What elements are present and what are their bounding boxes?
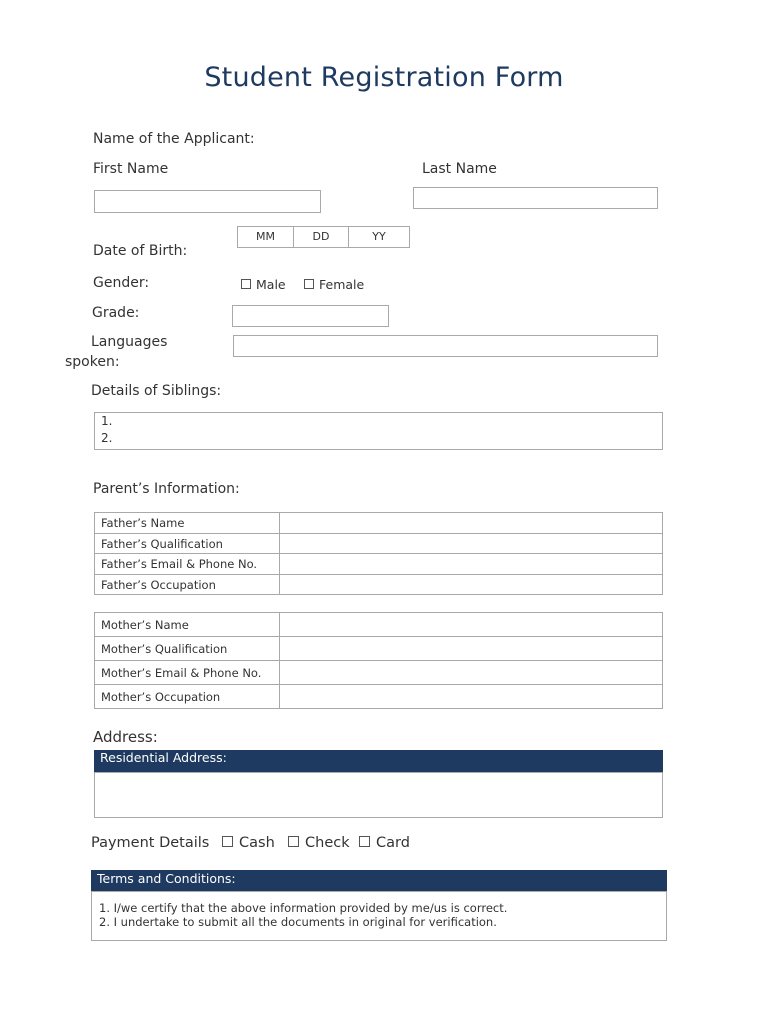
first-name-input[interactable] <box>94 190 321 213</box>
dob-label: Date of Birth: <box>93 243 188 259</box>
table-row <box>95 613 663 637</box>
father-name-input[interactable] <box>280 513 663 534</box>
payment-card-label: Card <box>376 835 410 851</box>
dob-month-input[interactable]: MM <box>237 226 294 248</box>
terms-list <box>99 901 507 929</box>
applicant-heading: Name of the Applicant: <box>93 131 255 147</box>
table-row <box>95 513 663 534</box>
gender-label: Gender: <box>93 275 150 291</box>
mother-occupation-label: Mother’s Occupation <box>95 685 280 709</box>
gender-male-checkbox[interactable] <box>241 277 286 292</box>
terms-item: 2. I undertake to submit all the documents in original for verification. <box>99 915 497 929</box>
payment-label: Payment Details <box>91 835 210 851</box>
mother-table <box>94 612 663 709</box>
father-qualification-input[interactable] <box>280 534 663 554</box>
table-row <box>95 554 663 575</box>
checkbox-icon <box>288 836 299 847</box>
father-occupation-input[interactable] <box>280 575 663 595</box>
siblings-box[interactable] <box>94 412 663 450</box>
mother-qualification-input[interactable] <box>280 637 663 661</box>
table-row <box>95 661 663 685</box>
gender-male-label: Male <box>256 277 286 292</box>
dob-year-input[interactable]: YY <box>348 226 410 248</box>
dob-day-input[interactable]: DD <box>293 226 349 248</box>
father-email-phone-label: Father’s Email & Phone No. <box>95 554 280 575</box>
siblings-label: Details of Siblings: <box>91 383 222 399</box>
table-row <box>95 575 663 595</box>
parents-heading: Parent’s Information: <box>93 481 240 497</box>
sibling-item: 2. <box>101 431 113 445</box>
languages-label-line1: Languages <box>91 334 168 350</box>
checkbox-icon <box>359 836 370 847</box>
table-row <box>95 637 663 661</box>
last-name-input[interactable] <box>413 187 658 209</box>
terms-item: 1. I/we certify that the above information provided by me/us is correct. <box>99 901 508 915</box>
payment-cash-checkbox[interactable] <box>222 835 275 851</box>
gender-female-label: Female <box>319 277 365 292</box>
checkbox-icon <box>222 836 233 847</box>
residential-address-band: Residential Address: <box>94 750 663 773</box>
last-name-label: Last Name <box>422 161 497 177</box>
grade-input[interactable] <box>232 305 389 327</box>
mother-occupation-input[interactable] <box>280 685 663 709</box>
first-name-label: First Name <box>93 161 169 177</box>
payment-cash-label: Cash <box>239 835 275 851</box>
gender-female-checkbox[interactable] <box>304 277 364 292</box>
checkbox-icon <box>304 279 314 289</box>
father-name-label: Father’s Name <box>95 513 280 534</box>
father-table <box>94 512 663 595</box>
mother-qualification-label: Mother’s Qualification <box>95 637 280 661</box>
sibling-item: 1. <box>101 414 113 428</box>
languages-input[interactable] <box>233 335 658 357</box>
address-heading: Address: <box>93 728 158 746</box>
mother-name-label: Mother’s Name <box>95 613 280 637</box>
mother-name-input[interactable] <box>280 613 663 637</box>
table-row <box>95 685 663 709</box>
siblings-list <box>101 413 112 447</box>
checkbox-icon <box>241 279 251 289</box>
mother-email-phone-label: Mother’s Email & Phone No. <box>95 661 280 685</box>
grade-label: Grade: <box>92 305 140 321</box>
table-row <box>95 534 663 554</box>
residential-address-input[interactable] <box>94 772 663 818</box>
father-qualification-label: Father’s Qualification <box>95 534 280 554</box>
father-occupation-label: Father’s Occupation <box>95 575 280 595</box>
payment-check-label: Check <box>305 835 350 851</box>
payment-check-checkbox[interactable] <box>288 835 350 851</box>
languages-label-line2: spoken: <box>65 354 120 370</box>
terms-band: Terms and Conditions: <box>91 870 667 892</box>
mother-email-phone-input[interactable] <box>280 661 663 685</box>
father-email-phone-input[interactable] <box>280 554 663 575</box>
page-title: Student Registration Form <box>204 62 564 93</box>
payment-card-checkbox[interactable] <box>359 835 410 851</box>
